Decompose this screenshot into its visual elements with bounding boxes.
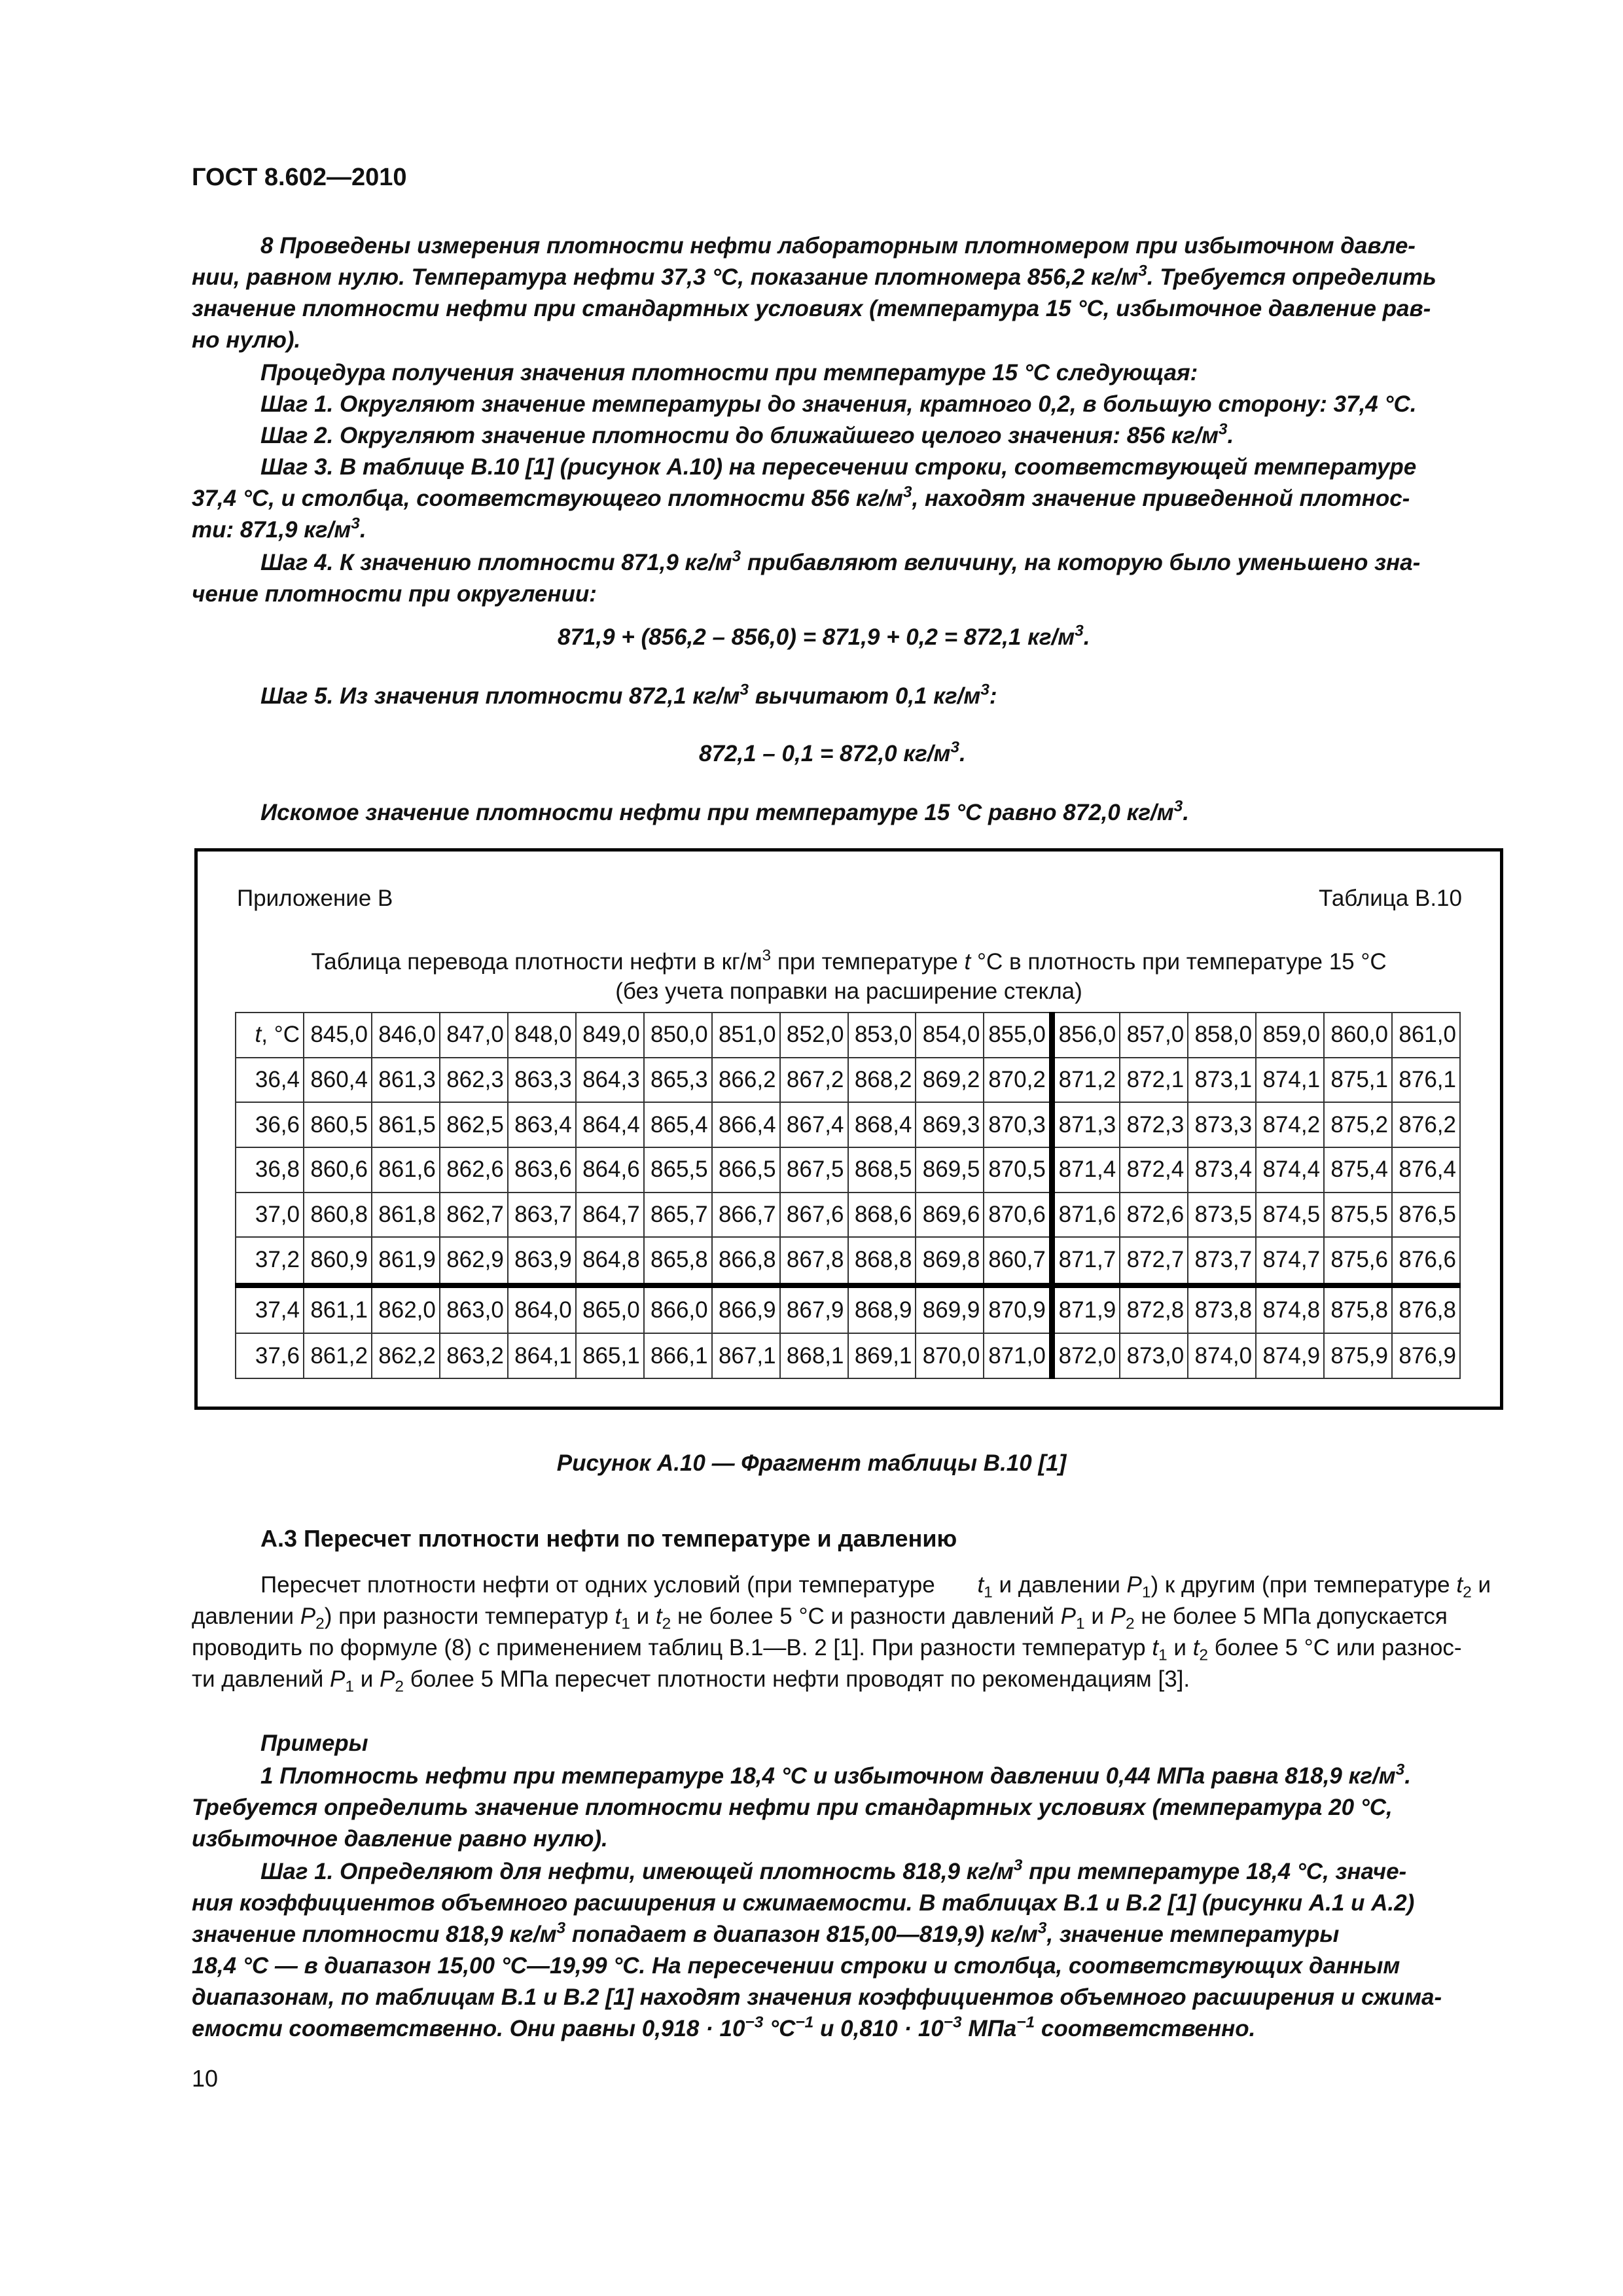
density-cell: 872,8 [1120, 1285, 1188, 1334]
header-cell-density: 861,0 [1392, 1013, 1460, 1058]
density-cell: 869,9 [916, 1285, 984, 1334]
density-cell: 873,3 [1188, 1102, 1256, 1147]
temperature-cell: 36,6 [236, 1102, 304, 1147]
density-cell: 865,3 [644, 1058, 712, 1103]
text-line: чение плотности при округлении: [192, 581, 597, 607]
density-cell: 865,8 [644, 1237, 712, 1285]
step-line: Шаг 1. Округляют значение температуры до значения, кратного 0,2, в большую сторону: 37,4 °С. [260, 391, 1417, 417]
density-cell: 864,6 [576, 1147, 644, 1193]
density-cell: 874,2 [1256, 1102, 1324, 1147]
density-cell: 861,9 [372, 1237, 440, 1285]
examples-heading: Примеры [260, 1731, 368, 1756]
text-line: 1 Плотность нефти при температуре 18,4 °С и избыточном давлении 0,44 МПа равна 818,9 $кг/м^3$. [260, 1761, 1412, 1789]
appendix-label: Приложение В [237, 886, 393, 911]
text-line: проводить по формуле (8) с применением таблиц В.1—В. 2 [1]. При разности температур $t_1$ и $t_2$ более 5 °С или разнос- [192, 1635, 1462, 1664]
density-cell: 870,2 [984, 1058, 1052, 1103]
density-cell: 873,1 [1188, 1058, 1256, 1103]
table-row [236, 1333, 1460, 1378]
density-cell: 875,9 [1324, 1333, 1392, 1378]
table-row [236, 1193, 1460, 1238]
density-cell: 861,2 [304, 1333, 372, 1378]
density-cell: 862,9 [440, 1237, 508, 1285]
density-cell: 865,1 [576, 1333, 644, 1378]
header-cell-density: 846,0 [372, 1013, 440, 1058]
table-row [236, 1058, 1460, 1103]
density-cell: 871,2 [1052, 1058, 1120, 1103]
header-cell-density: 860,0 [1324, 1013, 1392, 1058]
density-cell: 875,2 [1324, 1102, 1392, 1147]
formula: 871,9 + (856,2 – 856,0) = 871,9 + 0,2 = 872,1 $кг/м^3$. [558, 622, 1090, 650]
density-cell: 869,6 [916, 1193, 984, 1238]
text-line: Процедура получения значения плотности при температуре 15 °С следующая: [260, 360, 1198, 386]
density-cell: 862,0 [372, 1285, 440, 1334]
text-line: 37,4 °С, и столбца, соответствующего плотности 856 $кг/м^3$, находят значение приведенной плотнос- [192, 483, 1410, 511]
density-cell: 869,3 [916, 1102, 984, 1147]
density-cell: 863,0 [440, 1285, 508, 1334]
density-cell: 871,3 [1052, 1102, 1120, 1147]
density-cell: 871,7 [1052, 1237, 1120, 1285]
density-cell: 869,2 [916, 1058, 984, 1103]
density-cell: 866,2 [712, 1058, 780, 1103]
density-cell: 866,7 [712, 1193, 780, 1238]
density-cell: 862,7 [440, 1193, 508, 1238]
density-cell: 864,1 [508, 1333, 576, 1378]
density-cell: 867,9 [780, 1285, 848, 1334]
density-cell: 860,9 [304, 1237, 372, 1285]
density-cell: 876,5 [1392, 1193, 1460, 1238]
header-cell-density: 850,0 [644, 1013, 712, 1058]
page-number: 10 [192, 2065, 219, 2092]
density-cell: 873,8 [1188, 1285, 1256, 1334]
text-line: значение плотности 818,9 $кг/м^3$ попадает в диапазон 815,00—819,9) $кг/м^3$, значение температуры [192, 1919, 1340, 1947]
density-cell: 873,7 [1188, 1237, 1256, 1285]
density-cell: 876,9 [1392, 1333, 1460, 1378]
header-cell-density: 845,0 [304, 1013, 372, 1058]
text-line: Требуется определить значение плотности нефти при стандартных условиях (температура 20 °С, [192, 1795, 1393, 1820]
density-cell: 871,6 [1052, 1193, 1120, 1238]
density-cell: 874,9 [1256, 1333, 1324, 1378]
text-line: ти: 871,9 $кг/м^3$. [192, 514, 366, 543]
text-line: Пересчет плотности нефти от одних условий (при температуре $t_1$ и давлении $P_1$) к другим (при температуре $t_2$ и [260, 1572, 1491, 1602]
density-cell: 866,1 [644, 1333, 712, 1378]
density-cell: 867,1 [712, 1333, 780, 1378]
density-cell: 874,0 [1188, 1333, 1256, 1378]
density-cell: 872,0 [1052, 1333, 1120, 1378]
table-title: Таблица перевода плотности нефти в $кг/м^3$ при температуре t °С в плотность при температуре 15 °С [311, 946, 1387, 975]
density-cell: 875,5 [1324, 1193, 1392, 1238]
density-cell: 863,4 [508, 1102, 576, 1147]
text-line: емости соответственно. Они равны $0,918 \cdot 10^{-3}$ $^\circ С^{-1}$ и $0,810 \cdot 10^{-3}$ МПа$^{-1}$ соответственно. [192, 2013, 1256, 2041]
header-cell-density: 848,0 [508, 1013, 576, 1058]
temperature-cell: 37,6 [236, 1333, 304, 1378]
table-label: Таблица В.10 [1319, 886, 1462, 911]
density-cell: 865,4 [644, 1102, 712, 1147]
density-cell: 866,9 [712, 1285, 780, 1334]
density-cell: 860,7 [984, 1237, 1052, 1285]
table-row [236, 1147, 1460, 1193]
density-cell: 868,1 [780, 1333, 848, 1378]
text-line: значение плотности нефти при стандартных условиях (температура 15 °С, избыточное давление рав- [192, 296, 1431, 321]
text-line: 8 Проведены измерения плотности нефти лабораторным плотномером при избыточном давле- [260, 233, 1416, 259]
density-cell: 876,8 [1392, 1285, 1460, 1334]
density-cell: 861,1 [304, 1285, 372, 1334]
density-cell: 868,4 [848, 1102, 916, 1147]
density-cell: 872,4 [1120, 1147, 1188, 1193]
density-cell: 868,5 [848, 1147, 916, 1193]
density-cell: 875,1 [1324, 1058, 1392, 1103]
density-cell: 869,5 [916, 1147, 984, 1193]
density-cell: 874,4 [1256, 1147, 1324, 1193]
density-cell: 870,3 [984, 1102, 1052, 1147]
density-cell: 867,5 [780, 1147, 848, 1193]
density-cell: 861,8 [372, 1193, 440, 1238]
density-cell: 868,6 [848, 1193, 916, 1238]
density-cell: 871,4 [1052, 1147, 1120, 1193]
text-line: ния коэффициентов объемного расширения и сжимаемости. В таблицах В.1 и В.2 [1] (рисунки А.1 и А.2) [192, 1890, 1415, 1916]
header-cell-density: 856,0 [1052, 1013, 1120, 1058]
temperature-cell: 36,8 [236, 1147, 304, 1193]
density-cell: 872,7 [1120, 1237, 1188, 1285]
density-cell: 871,9 [1052, 1285, 1120, 1334]
header-cell-density: 858,0 [1188, 1013, 1256, 1058]
header-cell-density: 855,0 [984, 1013, 1052, 1058]
density-cell: 862,6 [440, 1147, 508, 1193]
density-cell: 872,6 [1120, 1193, 1188, 1238]
temperature-cell: 37,4 [236, 1285, 304, 1334]
text-line: избыточное давление равно нулю). [192, 1826, 608, 1852]
density-cell: 868,2 [848, 1058, 916, 1103]
density-cell: 866,8 [712, 1237, 780, 1285]
density-cell: 866,5 [712, 1147, 780, 1193]
density-cell: 860,8 [304, 1193, 372, 1238]
density-cell: 874,7 [1256, 1237, 1324, 1285]
step-line: Шаг 2. Округляют значение плотности до ближайшего целого значения: 856 $кг/м^3$. [260, 420, 1234, 448]
density-cell: 860,5 [304, 1102, 372, 1147]
density-cell: 869,1 [848, 1333, 916, 1378]
density-cell: 865,7 [644, 1193, 712, 1238]
density-cell: 863,9 [508, 1237, 576, 1285]
density-cell: 860,6 [304, 1147, 372, 1193]
density-cell: 867,8 [780, 1237, 848, 1285]
density-cell: 863,6 [508, 1147, 576, 1193]
step-line: Шаг 1. Определяют для нефти, имеющей плотность 818,9 $кг/м^3$ при температуре 18,4 °С, значе- [260, 1856, 1407, 1884]
density-cell: 867,4 [780, 1102, 848, 1147]
density-cell: 870,6 [984, 1193, 1052, 1238]
density-cell: 871,0 [984, 1333, 1052, 1378]
table-row [236, 1102, 1460, 1147]
temperature-cell: 37,0 [236, 1193, 304, 1238]
density-table [235, 1012, 1461, 1379]
density-cell: 862,3 [440, 1058, 508, 1103]
figure-a10 [194, 848, 1503, 1410]
density-cell: 874,8 [1256, 1285, 1324, 1334]
density-cell: 862,5 [440, 1102, 508, 1147]
density-cell: 865,0 [576, 1285, 644, 1334]
density-cell: 863,3 [508, 1058, 576, 1103]
density-cell: 863,2 [440, 1333, 508, 1378]
density-cell: 876,2 [1392, 1102, 1460, 1147]
density-cell: 872,3 [1120, 1102, 1188, 1147]
density-cell: 869,8 [916, 1237, 984, 1285]
table-subtitle: (без учета поправки на расширение стекла) [615, 978, 1082, 1004]
header-cell-density: 847,0 [440, 1013, 508, 1058]
density-cell: 861,6 [372, 1147, 440, 1193]
temperature-cell: 36,4 [236, 1058, 304, 1103]
density-cell: 870,9 [984, 1285, 1052, 1334]
density-cell: 864,7 [576, 1193, 644, 1238]
density-cell: 873,5 [1188, 1193, 1256, 1238]
density-cell: 861,3 [372, 1058, 440, 1103]
density-cell: 876,1 [1392, 1058, 1460, 1103]
header-cell-density: 851,0 [712, 1013, 780, 1058]
header-cell-density: 849,0 [576, 1013, 644, 1058]
table-row [236, 1237, 1460, 1285]
density-cell: 868,8 [848, 1237, 916, 1285]
density-cell: 866,4 [712, 1102, 780, 1147]
density-cell: 864,4 [576, 1102, 644, 1147]
header-cell-density: 859,0 [1256, 1013, 1324, 1058]
step-line: Шаг 3. В таблице В.10 [1] (рисунок А.10) на пересечении строки, соответствующей температуре [260, 454, 1417, 480]
density-cell: 876,4 [1392, 1147, 1460, 1193]
density-cell: 863,7 [508, 1193, 576, 1238]
density-cell: 867,6 [780, 1193, 848, 1238]
density-cell: 868,9 [848, 1285, 916, 1334]
density-cell: 864,8 [576, 1237, 644, 1285]
header-cell-density: 852,0 [780, 1013, 848, 1058]
density-cell: 870,5 [984, 1147, 1052, 1193]
text-line: ти давлений $P_1$ и $P_2$ более 5 МПа пересчет плотности нефти проводят по рекомендациям [3]. [192, 1666, 1190, 1696]
text-line: 18,4 °С — в диапазон 15,00 °С—19,99 °С. На пересечении строки и столбца, соответствующих данным [192, 1953, 1400, 1979]
table-header-row [236, 1013, 1460, 1058]
density-cell: 875,4 [1324, 1147, 1392, 1193]
density-cell: 874,5 [1256, 1193, 1324, 1238]
header-cell-density: 857,0 [1120, 1013, 1188, 1058]
figure-caption: Рисунок А.10 — Фрагмент таблицы В.10 [1] [556, 1450, 1067, 1476]
density-cell: 862,2 [372, 1333, 440, 1378]
density-cell: 876,6 [1392, 1237, 1460, 1285]
density-cell: 867,2 [780, 1058, 848, 1103]
density-cell: 864,0 [508, 1285, 576, 1334]
table-row [236, 1285, 1460, 1334]
text-line: диапазонам, по таблицам В.1 и В.2 [1] находят значения коэффициентов объемного расширения и сжима- [192, 1984, 1442, 2010]
density-cell: 875,6 [1324, 1237, 1392, 1285]
density-cell: 860,4 [304, 1058, 372, 1103]
text-line: нии, равном нулю. Температура нефти 37,3 °С, показание плотномера 856,2 $кг/м^3$. Требуется определить [192, 262, 1436, 290]
density-cell: 875,8 [1324, 1285, 1392, 1334]
document-header: ГОСТ 8.602—2010 [192, 164, 407, 191]
text-line: давлении $P_2$) при разности температур $t_1$ и $t_2$ не более 5 °С и разности давлений $P_1$ и $P_2$ не более 5 МПа допускается [192, 1604, 1448, 1633]
temperature-cell: 37,2 [236, 1237, 304, 1285]
formula: 872,1 – 0,1 = 872,0 $кг/м^3$. [699, 738, 966, 766]
density-cell: 864,3 [576, 1058, 644, 1103]
section-title: А.3 Пересчет плотности нефти по температуре и давлению [260, 1525, 957, 1552]
density-cell: 872,1 [1120, 1058, 1188, 1103]
density-cell: 865,5 [644, 1147, 712, 1193]
header-cell-temperature: t, °С [236, 1013, 304, 1058]
header-cell-density: 853,0 [848, 1013, 916, 1058]
density-cell: 861,5 [372, 1102, 440, 1147]
result-line: Искомое значение плотности нефти при температуре 15 °С равно 872,0 $кг/м^3$. [260, 797, 1189, 825]
density-cell: 873,0 [1120, 1333, 1188, 1378]
step-line: Шаг 5. Из значения плотности 872,1 $кг/м^3$ вычитают 0,1 $кг/м^3$: [260, 681, 997, 709]
density-cell: 874,1 [1256, 1058, 1324, 1103]
text-line: но нулю). [192, 327, 301, 353]
density-cell: 866,0 [644, 1285, 712, 1334]
density-cell: 873,4 [1188, 1147, 1256, 1193]
step-line: Шаг 4. К значению плотности 871,9 $кг/м^3$ прибавляют величину, на которую было уменьшено зна- [260, 547, 1421, 575]
density-cell: 870,0 [916, 1333, 984, 1378]
header-cell-density: 854,0 [916, 1013, 984, 1058]
